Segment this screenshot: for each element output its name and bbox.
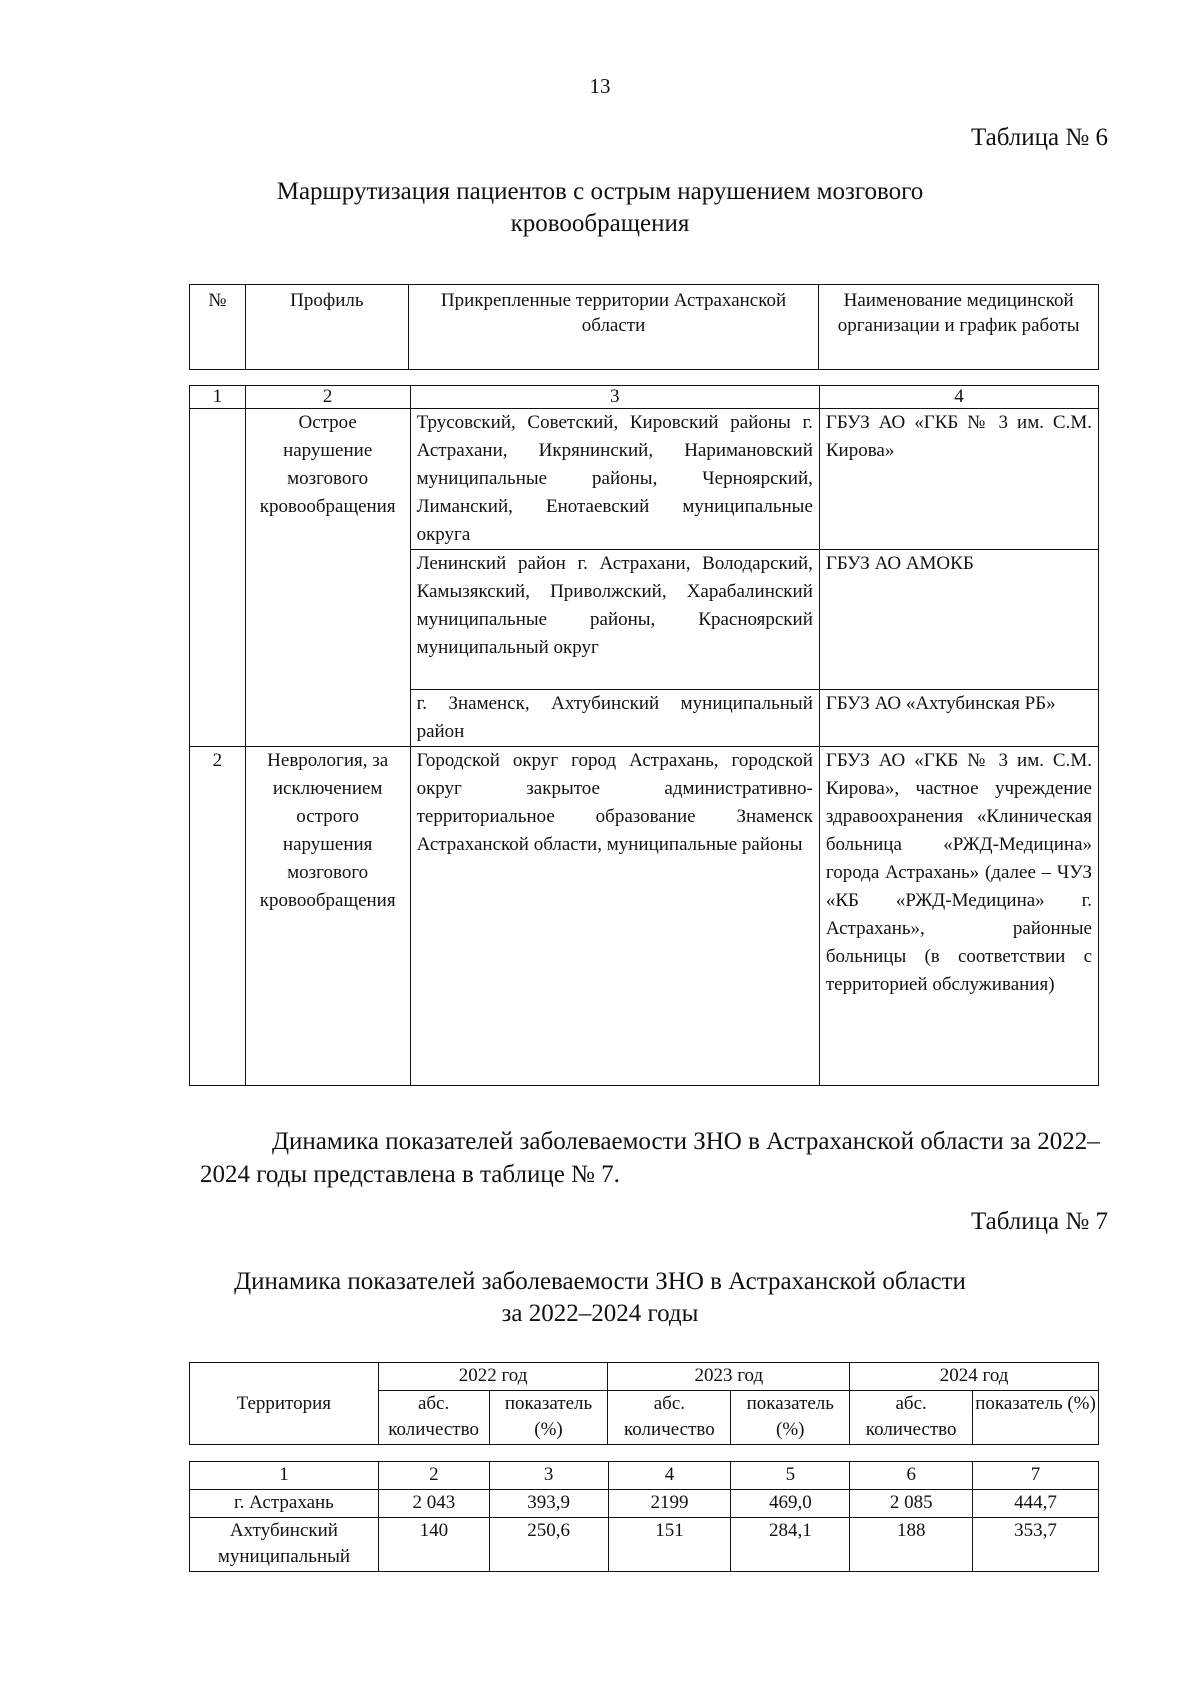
value-cell: 250,6: [489, 1518, 608, 1572]
value-cell: 353,7: [973, 1518, 1099, 1572]
row-number: [190, 409, 246, 747]
territory-cell: Городской округ город Астрахань, городской округ закрытое административно-территориальное образование Знаменск Астраханской области, муниципальные районы: [410, 747, 819, 1086]
value-cell: 2 085: [850, 1490, 973, 1518]
value-cell: 188: [850, 1518, 973, 1572]
value-cell: 140: [378, 1518, 489, 1572]
header-territory: Территория: [190, 1363, 379, 1445]
column-number: 7: [973, 1462, 1099, 1490]
header-number: №: [190, 285, 246, 370]
header-territories: Прикрепленные территории Астраханской области: [408, 285, 818, 370]
value-cell: 444,7: [973, 1490, 1099, 1518]
table6-title-line1: Маршрутизация пациентов с острым нарушением мозгового: [276, 178, 924, 205]
header-rate: показатель (%): [731, 1391, 850, 1445]
table6-title: [170, 176, 1030, 240]
header-year-2023: 2023 год: [608, 1363, 850, 1391]
paragraph-text: Динамика показателей заболеваемости ЗНО в Астраханской области за 2022–2024 годы представлена в таблице № 7.: [200, 1128, 1100, 1188]
header-abs: абс. количество: [378, 1391, 489, 1445]
table6-body: [189, 385, 1099, 1086]
column-number: 1: [190, 386, 246, 409]
territory-cell: Ленинский район г. Астрахани, Володарский, Камызякский, Приволжский, Харабалинский муниципальные районы, Красноярский муниципальный округ: [410, 550, 819, 690]
value-cell: 2199: [608, 1490, 731, 1518]
table7-title: [170, 1266, 1030, 1330]
page-number: 13: [589, 74, 611, 98]
column-number: 3: [410, 386, 819, 409]
header-abs: абс. количество: [850, 1391, 973, 1445]
column-number: 2: [378, 1462, 489, 1490]
territory-cell: Ахтубинский муниципальный: [190, 1518, 379, 1572]
organization-cell: ГБУЗ АО «ГКБ № 3 им. С.М. Кирова»: [819, 409, 1098, 550]
value-cell: 393,9: [489, 1490, 608, 1518]
table7-title-line2: за 2022–2024 годы: [501, 1300, 699, 1327]
table7-caption: Таблица № 7: [970, 1208, 1108, 1235]
organization-cell: ГБУЗ АО «ГКБ № 3 им. С.М. Кирова», частное учреждение здравоохранения «Клиническая больница «РЖД-Медицина» города Астрахань» (далее – ЧУЗ «КБ «РЖД-Медицина» г. Астрахань», районные больницы (в соответствии с территорией обслуживания): [819, 747, 1098, 1086]
table6-title-line2: кровообращения: [510, 210, 690, 237]
table7-title-line1: Динамика показателей заболеваемости ЗНО в Астраханской области: [234, 1268, 966, 1295]
header-year-2022: 2022 год: [378, 1363, 608, 1391]
column-number: 4: [819, 386, 1098, 409]
value-cell: 2 043: [378, 1490, 489, 1518]
territory-cell: Трусовский, Советский, Кировский районы г. Астрахани, Икрянинский, Наримановский муниципальные районы, Черноярский, Лиманский, Енотаевский муниципальные округа: [410, 409, 819, 550]
table7-body: [189, 1461, 1099, 1572]
header-rate: показатель (%): [489, 1391, 608, 1445]
table-row: [190, 747, 1099, 1086]
table7-header: [189, 1362, 1099, 1445]
table6-caption: Таблица № 6: [970, 124, 1108, 151]
table-row: [190, 1490, 1099, 1518]
territory-cell: г. Астрахань: [190, 1490, 379, 1518]
header-profile: Профиль: [245, 285, 408, 370]
column-number: 2: [245, 386, 410, 409]
table-row: [190, 1462, 1099, 1490]
header-organization: Наименование медицинской организации и график работы: [819, 285, 1099, 370]
row-number: 2: [190, 747, 246, 1086]
organization-cell: ГБУЗ АО «Ахтубинская РБ»: [819, 690, 1098, 747]
column-number: 1: [190, 1462, 379, 1490]
profile-cell: Неврология, за исключением острого нарушения мозгового кровообращения: [245, 747, 410, 1086]
organization-cell: ГБУЗ АО АМОКБ: [819, 550, 1098, 690]
table-row: [190, 1518, 1099, 1572]
header-rate: показатель (%): [973, 1391, 1099, 1445]
column-number: 5: [731, 1462, 850, 1490]
table-row: [190, 386, 1099, 409]
paragraph: [200, 1125, 1110, 1191]
profile-cell: Острое нарушение мозгового кровообращения: [245, 409, 410, 747]
header-year-2024: 2024 год: [850, 1363, 1099, 1391]
column-number: 4: [608, 1462, 731, 1490]
table-row: [190, 409, 1099, 550]
column-number: 6: [850, 1462, 973, 1490]
value-cell: 151: [608, 1518, 731, 1572]
table6-header: [189, 284, 1099, 370]
header-abs: абс. количество: [608, 1391, 731, 1445]
column-number: 3: [489, 1462, 608, 1490]
value-cell: 469,0: [731, 1490, 850, 1518]
value-cell: 284,1: [731, 1518, 850, 1572]
territory-cell: г. Знаменск, Ахтубинский муниципальный район: [410, 690, 819, 747]
